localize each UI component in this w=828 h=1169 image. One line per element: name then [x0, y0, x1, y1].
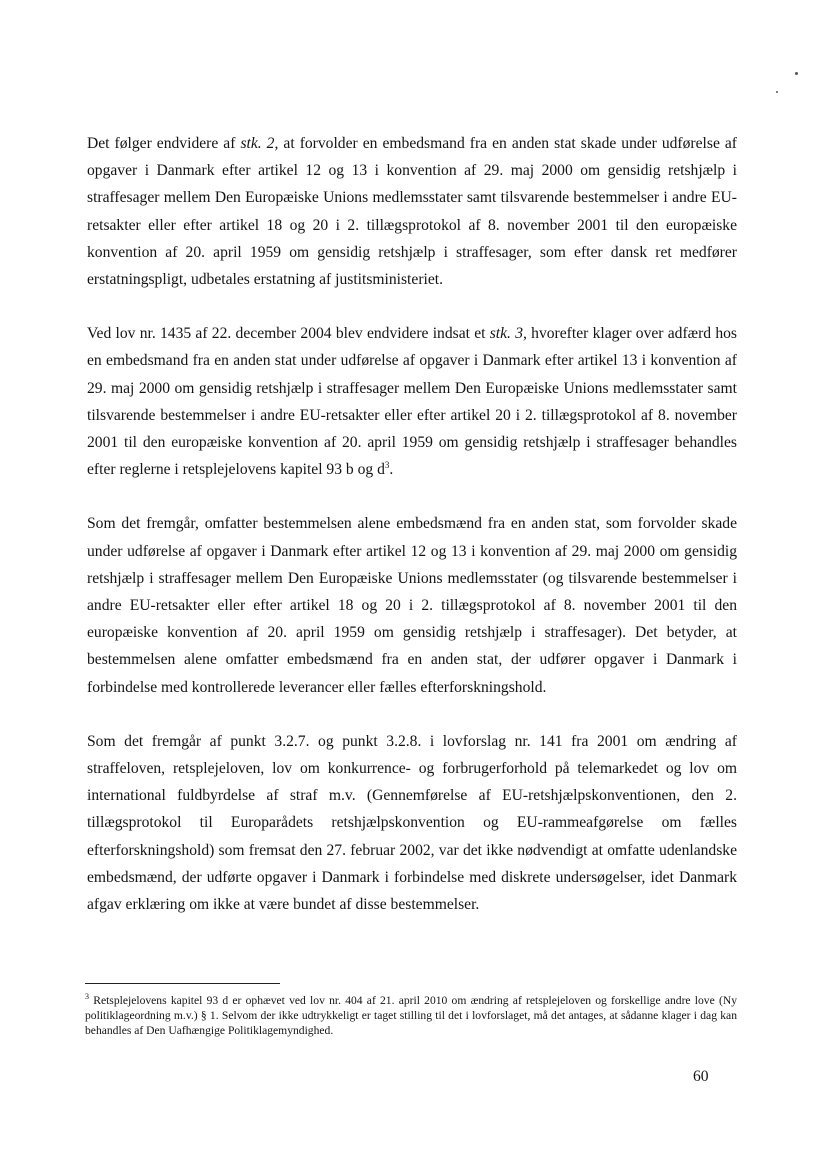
text: . — [389, 461, 394, 479]
footnote-number: 3 — [85, 992, 89, 1002]
text: Ved lov nr. 1435 af 22. december 2004 blev endvidere indsat et — [87, 325, 490, 343]
footnote-reference: 3 — [384, 460, 390, 471]
footnote-text: Retsplejelovens kapitel 93 d er ophævet ved lov nr. 404 af 21. april 2010 om ændring af retsplejeloven og forskellige andre love (Ny politiklageordning m.v.) § 1. Selvom der ikke udtrykkeligt er taget stilling til det i lovforslaget, må det antages, at sådanne klager i dag kan behandles af Den Uafhængige Politiklagemyndighed. — [85, 994, 737, 1037]
text: Det følger endvidere af — [87, 135, 241, 152]
text: at forvolder en embedsmand fra en anden stat skade under udførelse af opgaver i Danmark efter artikel 12 og 13 i konvention af 29. maj 2000 om gensidig retshjælp i straffesager mellem Den Europæiske Unions medlemsstater samt tilsvarende bestemmelser i andre EU-retsakter eller efter artikel 18 og 20 i 2. tillægsprotokol af 8. november 2001 til den europæiske konvention af 20. april 1959 om gensidig retshjælp i straffesager, som efter dansk ret medfører erstatningspligt, udbetales erstatning af justitsministeriet. — [87, 135, 737, 289]
paragraph-scope: Som det fremgår, omfatter bestemmelsen alene embedsmænd fra en anden stat, som forvolder skade under udførelse af opgaver i Danmark efter artikel 12 og 13 i konvention af 29. maj 2000 om gensidig retshjælp i straffesager mellem Den Europæiske Unions medlemsstater (og tilsvarende bestemmelser i andre EU-retsakter eller efter artikel 18 og 20 i 2. tillægsprotokol af 8. november 2001 til den europæiske konvention af 20. april 1959 om gensidig retshjælp i straffesager). Det betyder, at bestemmelsen alene omfatter embedsmænd fra en anden stat, der udfører opgaver i Danmark i forbindelse med kontrollerede leverancer eller fælles efterforskningshold. — [87, 515, 737, 696]
scan-speck — [776, 91, 778, 93]
reference-stk2: stk. 2, — [240, 135, 279, 152]
paragraph-stk3 — [87, 320, 737, 483]
reference-stk3: stk. 3, — [489, 325, 527, 343]
footnote — [85, 993, 737, 1038]
footnote-separator — [85, 983, 280, 984]
paragraph-stk2 — [87, 130, 737, 293]
document-body — [87, 130, 737, 918]
page-number: 60 — [693, 1068, 709, 1085]
paragraph-bill: Som det fremgår af punkt 3.2.7. og punkt 3.2.8. i lovforslag nr. 141 fra 2001 om ændring af straffeloven, retsplejeloven, lov om konkurrence- og forbrugerforhold på telemarkedet og lov om international fuldbyrdelse af straf m.v. (Gennemførelse af EU-retshjælpskonventionen, den 2. tillægsprotokol til Europarådets retshjælpskonvention og EU-rammeafgørelse om fælles efterforskningshold) som fremsat den 27. februar 2002, var det ikke nødvendigt at omfatte udenlandske embedsmænd, der udførte opgaver i Danmark i forbindelse med diskrete undersøgelser, idet Danmark afgav erklæring om ikke at være bundet af disse bestemmelser. — [87, 732, 737, 914]
text: hvorefter klager over adfærd hos en embedsmand fra en anden stat under udførelse af opgaver i Danmark efter artikel 13 i konvention af 29. maj 2000 om gensidig retshjælp i straffesager mellem Den Europæiske Unions medlemsstater samt tilsvarende bestemmelser i andre EU-retsakter eller efter artikel 20 i 2. tillægsprotokol af 8. november 2001 til den europæiske konvention af 20. april 1959 om gensidig retshjælp i straffesager behandles efter reglerne i retsplejelovens kapitel 93 b og d — [87, 325, 737, 479]
scan-speck — [795, 72, 798, 75]
